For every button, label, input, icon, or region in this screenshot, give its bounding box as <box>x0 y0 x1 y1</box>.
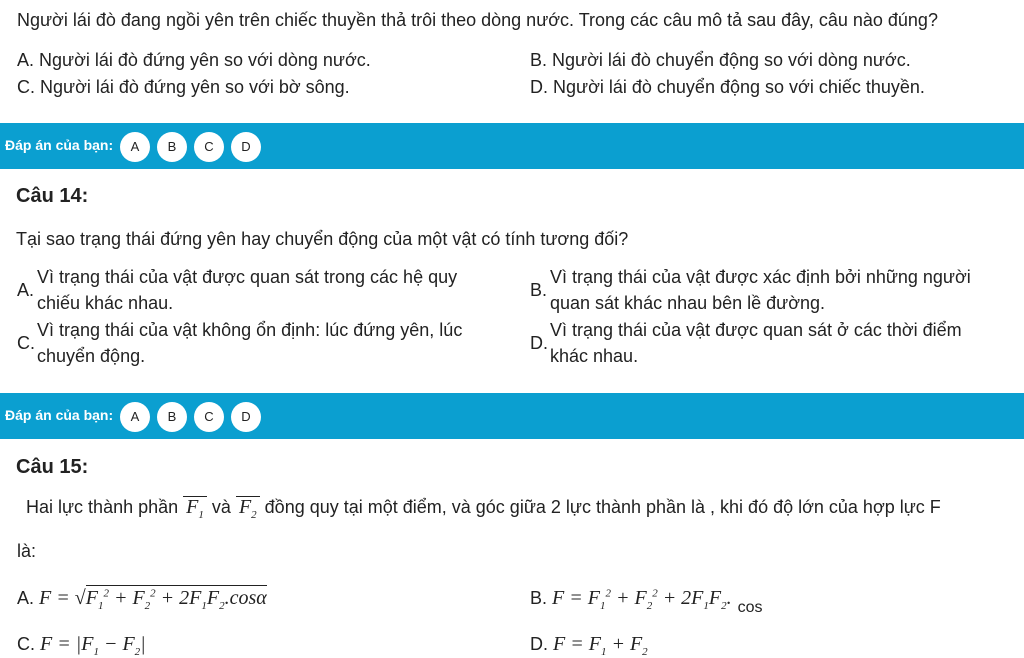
answer-bar-label: Đáp án của bạn: <box>5 137 114 153</box>
question-text: và <box>211 497 231 517</box>
answer-choice-c[interactable]: C <box>194 132 224 162</box>
q13-question: Người lái đò đang ngồi yên trên chiếc thuyền thả trôi theo dòng nước. Trong các câu mô tả sau đây, câu nào đúng? <box>17 10 938 30</box>
option-line2: chiếu khác nhau. <box>37 293 174 313</box>
option-text: Người lái đò đứng yên so với bờ sông. <box>40 77 350 97</box>
option-line1: Vì trạng thái của vật được xác định bởi những người <box>550 267 971 287</box>
formula-c: $F = |F_1 - F_2|$ <box>40 633 146 658</box>
option-line1: Vì trạng thái của vật không ổn định: lúc đứng yên, lúc <box>37 320 463 340</box>
option-letter: C. <box>17 77 35 97</box>
q14-heading: Câu 14: <box>16 185 89 207</box>
option-letter: D. <box>530 634 548 654</box>
option-letter: C. <box>17 634 35 654</box>
q15-option-d <box>530 633 648 658</box>
q13-option-c <box>17 77 350 98</box>
option-letter: C. <box>17 333 35 353</box>
option-text: Người lái đò đứng yên so với dòng nước. <box>39 50 371 70</box>
option-line2: khác nhau. <box>550 346 639 366</box>
answer-choice-a[interactable]: A <box>120 402 150 432</box>
answer-choice-d[interactable]: D <box>231 132 261 162</box>
option-letter: D. <box>530 77 548 97</box>
option-line2: quan sát khác nhau bên lề đường. <box>550 293 826 313</box>
q13-option-d <box>530 77 925 98</box>
option-letter: A. <box>17 588 35 608</box>
q15-option-a <box>17 587 267 612</box>
option-letter: B. <box>530 588 548 608</box>
answer-bar-q14 <box>0 393 1024 439</box>
option-letter: A. <box>17 280 35 300</box>
cos-label: cos <box>737 599 763 616</box>
answer-choice-d[interactable]: D <box>231 402 261 432</box>
question-text: Hai lực thành phần <box>26 497 179 517</box>
q15-option-c <box>17 633 146 658</box>
formula-b: $F = F_1^2 + F_2^2 + 2F_1F_2$. <box>552 587 732 612</box>
q15-question-line2: là: <box>17 541 37 561</box>
answer-choice-a[interactable]: A <box>120 132 150 162</box>
q13-option-a <box>17 50 371 71</box>
answer-bar-label: Đáp án của bạn: <box>5 407 114 423</box>
option-line1: Vì trạng thái của vật được quan sát ở các thời điểm <box>550 320 962 340</box>
option-text: Người lái đò chuyển động so với dòng nước. <box>552 50 911 70</box>
answer-choice-b[interactable]: B <box>157 402 187 432</box>
question-text: đồng quy tại một điểm, và góc giữa 2 lực thành phần là , khi đó độ lớn của hợp lực F <box>264 497 941 517</box>
option-letter: A. <box>17 50 35 70</box>
option-line1: Vì trạng thái của vật được quan sát trong các hệ quy <box>37 267 458 287</box>
option-letter: B. <box>530 50 548 70</box>
option-letter: B. <box>530 280 548 300</box>
formula-d: $F = F_1 + F_2$ <box>553 633 648 658</box>
answer-choice-b[interactable]: B <box>157 132 187 162</box>
vector-f2: $F_2$ <box>236 496 260 518</box>
answer-bar-q13 <box>0 123 1024 169</box>
q14-question: Tại sao trạng thái đứng yên hay chuyển động của một vật có tính tương đối? <box>16 229 629 249</box>
q15-heading: Câu 15: <box>16 456 89 478</box>
formula-a: $F = √F_1^2 + F_2^2 + 2F_1F_2.\cos\alpha$ <box>39 587 267 612</box>
option-line2: chuyển động. <box>37 346 146 366</box>
q13-option-b <box>530 50 911 71</box>
option-letter: D. <box>530 333 548 353</box>
answer-choice-c[interactable]: C <box>194 402 224 432</box>
vector-f1: $F_1$ <box>183 496 207 518</box>
option-text: Người lái đò chuyển động so với chiếc thuyền. <box>553 77 925 97</box>
q15-question <box>26 496 941 525</box>
q15-option-b <box>530 587 763 616</box>
